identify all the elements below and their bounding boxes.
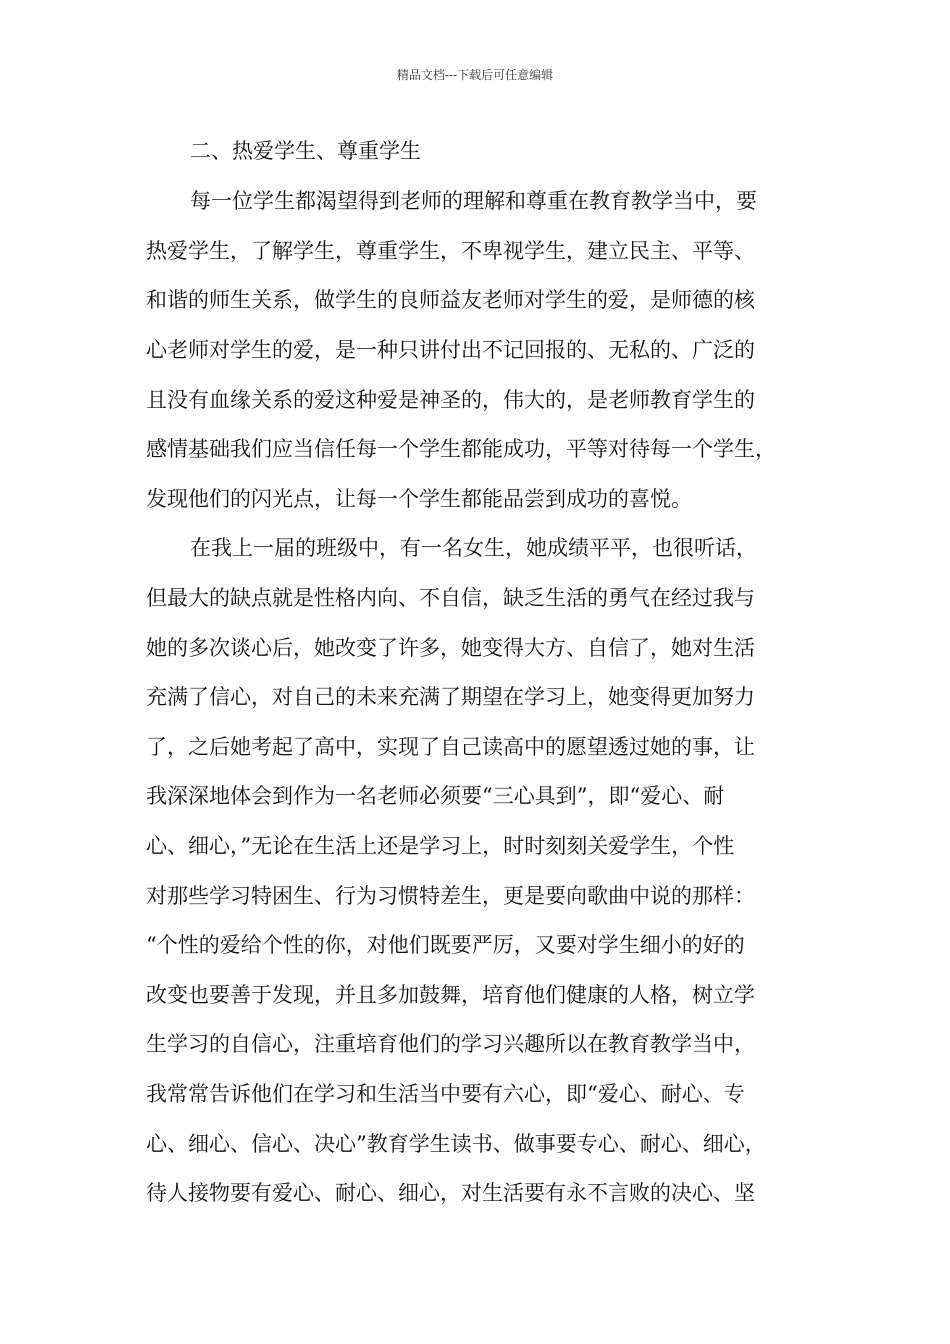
text-line: 生学习的自信心，注重培育他们的学习兴趣所以在教育教学当中， [146,1032,755,1056]
text-line: 心、细心，”无论在生活上还是学习上，时时刻刻关爱学生，个性 [146,834,735,858]
text-line: 和谐的师生关系，做学生的良师益友老师对学生的爱，是师德的核 [146,288,755,312]
text-line: 她的多次谈心后，她改变了许多，她变得大方、自信了，她对生活 [146,636,755,660]
text-line: 心老师对学生的爱，是一种只讲付出不记回报的、无私的、广泛的 [146,338,755,362]
text-line: 热爱学生，了解学生，尊重学生，不卑视学生，建立民主、平等、 [146,239,755,263]
text-line: 我深深地体会到作为一名老师必须要“三心具到”，即“爱心、耐 [146,784,725,808]
text-line: 改变也要善于发现，并且多加鼓舞，培育他们健康的人格，树立学 [146,983,755,1007]
text-line: 我常常告诉他们在学习和生活当中要有六心，即“爱心、耐心、专 [146,1082,745,1106]
text-line: 了，之后她考起了高中，实现了自己读高中的愿望透过她的事，让 [146,735,755,759]
text-line: 对那些学习特困生、行为习惯特差生，更是要向歌曲中说的那样： [146,884,755,908]
text-line: 心、细心、信心、决心”教育学生读书、做事要专心、耐心、细心， [146,1132,766,1156]
text-line: 待人接物要有爱心、耐心、细心，对生活要有永不言败的决心、坚 [146,1181,755,1205]
text-line: 感情基础我们应当信任每一个学生都能成功，平等对待每一个学生， [146,437,776,461]
text-line: 在我上一届的班级中，有一名女生，她成绩平平，也很听话， [190,536,757,560]
text-line: 发现他们的闪光点，让每一个学生都能品尝到成功的喜悦。 [146,487,692,511]
text-line: 充满了信心，对自己的未来充满了期望在学习上，她变得更加努力 [146,685,755,709]
text-line: “个性的爱给个性的你，对他们既要严厉，又要对学生细小的好的 [146,933,745,957]
page-header: 精品文档---下载后可任意编辑 [396,68,554,82]
text-line: 但最大的缺点就是性格内向、不自信，缺乏生活的勇气在经过我与 [146,586,755,610]
text-line: 且没有血缘关系的爱这种爱是神圣的，伟大的，是老师教育学生的 [146,388,755,412]
text-line: 每一位学生都渴望得到老师的理解和尊重在教育教学当中，要 [190,189,757,213]
section-title: 二、热爱学生、尊重学生 [190,139,421,163]
